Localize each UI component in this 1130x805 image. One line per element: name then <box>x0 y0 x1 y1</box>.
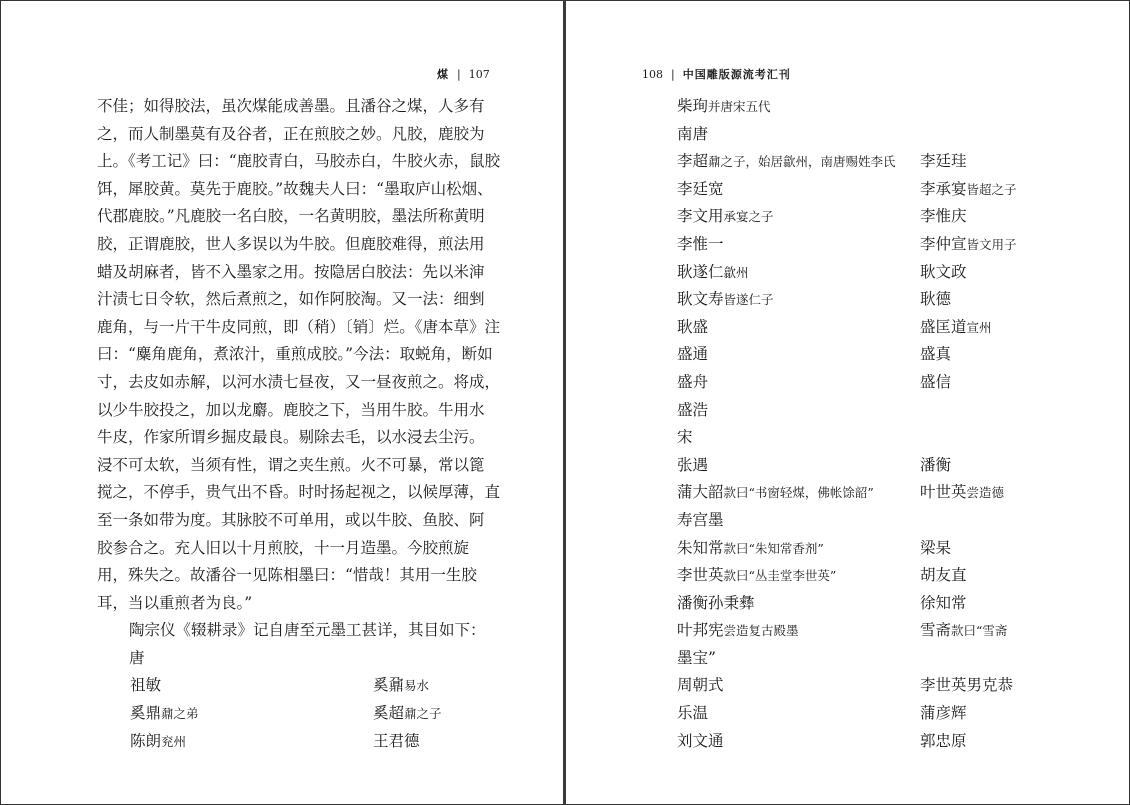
name-row <box>643 314 1103 342</box>
person-name: 祖敏 <box>130 676 162 695</box>
person-name: 盛舟 <box>677 372 709 391</box>
name-row <box>643 121 1103 149</box>
column-b <box>954 507 1103 535</box>
column-b <box>920 424 1103 452</box>
name-row <box>643 700 1103 728</box>
paragraph-line: 胶，正谓鹿胶，世人多误以为牛胶。但鹿胶难得，煎法用 <box>97 234 485 253</box>
column-b <box>920 121 1103 149</box>
left-paragraph <box>97 93 501 617</box>
name-row <box>643 617 1103 645</box>
annotation-note: 宣州 <box>966 319 992 335</box>
column-a <box>643 617 920 645</box>
name-row <box>643 728 1103 756</box>
column-a <box>643 121 920 149</box>
person-name: 李仲宣 <box>920 234 967 253</box>
paragraph-line: 饵，犀胶黄。莫先于鹿胶。”故魏夫人曰：“墨取庐山松烟、 <box>97 179 493 198</box>
column-b <box>920 479 1103 507</box>
left-name-list <box>97 672 489 755</box>
column-a <box>97 728 373 756</box>
person-name: 盛浩 <box>677 400 709 419</box>
column-a <box>643 93 920 121</box>
name-row <box>643 231 1103 259</box>
paragraph-line: 曰：“麋角鹿角，煮浓汁，重煎成胶。”今法：取蜕角，断如 <box>97 345 493 364</box>
dynasty-heading-tang: 唐 <box>129 648 145 667</box>
person-name: 张遇 <box>677 455 709 474</box>
column-a <box>643 286 920 314</box>
paragraph-line: 浸不可太软，当须有性，谓之夹生煎。火不可暴，常以篦 <box>97 455 485 474</box>
paragraph-line: 汁渍七日令软，然后煮煎之，如作阿胶淘。又一法：细剉 <box>97 290 485 309</box>
person-name: 盛信 <box>920 372 952 391</box>
paragraph-line: 鹿角，与一片干牛皮同煎，即（稍）〔销〕烂。《唐本草》注 <box>97 317 501 336</box>
paragraph-line: 搅之，不停手，贵气出不昏。时时扬起视之，以候厚薄，直 <box>97 483 501 502</box>
annotation-note: 歙州 <box>723 264 749 280</box>
name-row <box>643 562 1103 590</box>
left-running-head-title: 煤 <box>437 68 449 81</box>
person-name: 梁杲 <box>920 538 952 557</box>
person-name: 李超 <box>677 152 709 171</box>
person-name: 李惟一 <box>677 234 724 253</box>
annotation-note: 鼐之子，始居歙州，南唐赐姓李氏 <box>708 154 896 170</box>
column-a <box>643 700 920 728</box>
column-b <box>920 286 1103 314</box>
column-b <box>373 672 489 700</box>
person-name: 盛通 <box>677 345 709 364</box>
person-name: 徐知常 <box>920 593 967 612</box>
paragraph-line: 不佳；如得胶法，虽次煤能成善墨。且潘谷之煤，人多有 <box>97 97 485 115</box>
column-b <box>920 231 1103 259</box>
column-a <box>643 507 954 535</box>
annotation-note: 款曰“丛圭堂李世英” <box>723 568 837 584</box>
column-a <box>97 672 373 700</box>
annotation-note: 兖州 <box>161 733 187 749</box>
paragraph-line: 上。《考工记》曰：“鹿胶青白，马胶赤白，牛胶火赤，鼠胶 <box>97 152 501 171</box>
paragraph-line: 蜡及胡麻者，皆不入墨家之用。按隐居白胶法：先以米渖 <box>97 262 485 281</box>
name-row <box>643 341 1103 369</box>
name-row <box>643 397 1103 425</box>
person-name: 蒲大韶 <box>677 483 724 502</box>
person-name: 李文用 <box>677 207 724 226</box>
column-a <box>643 424 920 452</box>
name-row <box>643 369 1103 397</box>
name-row <box>643 286 1103 314</box>
name-row <box>643 203 1103 231</box>
name-row <box>97 728 489 756</box>
column-a <box>643 672 920 700</box>
left-running-head-separator: | <box>457 68 461 81</box>
column-a <box>97 700 373 728</box>
column-a <box>643 562 920 590</box>
column-a <box>643 452 920 480</box>
name-row <box>643 535 1103 563</box>
annotation-note: 皆超之子 <box>966 181 1017 197</box>
name-row <box>643 672 1103 700</box>
annotation-note: 承宴之子 <box>723 209 774 225</box>
paragraph-line: 寸，去皮如赤解，以河水渍七昼夜，又一昼夜煎之。将成， <box>97 372 501 391</box>
person-name: 墨宝” <box>677 648 716 667</box>
paragraph-line: 用，殊失之。故潘谷一见陈相墨曰：“惜哉！其用一生胶 <box>97 566 477 585</box>
person-name: 耿盛 <box>677 317 709 336</box>
annotation-note: 并唐宋五代 <box>708 99 771 114</box>
column-a <box>643 259 920 287</box>
right-running-head <box>642 66 791 82</box>
paragraph-line: 至一条如带为度。其脉胶不可单用，或以牛胶、鱼胶、阿 <box>97 510 485 529</box>
column-a <box>643 203 920 231</box>
annotation-note: 鼐之弟 <box>161 706 199 722</box>
person-name: 耿遂仁 <box>677 262 724 281</box>
column-b <box>373 700 489 728</box>
column-b <box>920 397 1103 425</box>
person-name: 李廷珪 <box>920 152 967 171</box>
column-b <box>920 590 1103 618</box>
column-b <box>920 728 1103 756</box>
person-name: 盛匡道 <box>920 317 967 336</box>
person-name: 蒲彦辉 <box>920 704 967 723</box>
column-b <box>920 203 1103 231</box>
person-name: 奚鼐 <box>373 676 405 695</box>
person-name: 王君德 <box>373 731 420 750</box>
column-a <box>643 148 920 176</box>
left-page <box>0 0 563 805</box>
person-name: 陈朗 <box>130 731 162 750</box>
person-name: 朱知常 <box>677 538 724 557</box>
left-running-head <box>437 66 490 82</box>
column-a <box>643 231 920 259</box>
column-b <box>920 314 1103 342</box>
annotation-note: 鼐之子 <box>404 706 442 722</box>
name-row <box>643 176 1103 204</box>
paragraph-line: 以少牛胶投之，加以龙麝。鹿胶之下，当用牛胶。牛用水 <box>97 400 485 419</box>
person-name: 胡友直 <box>920 566 967 585</box>
annotation-note: 尝造德 <box>966 485 1005 501</box>
column-a <box>643 728 920 756</box>
column-a <box>643 397 920 425</box>
name-row <box>643 479 1103 507</box>
paragraph-line: 胶参合之。充人旧以十月煎胶，十一月造墨。今胶煎旋 <box>97 538 470 557</box>
paragraph-line: 代郡鹿胶。”凡鹿胶一名白胶，一名黄明胶，墨法所称黄明 <box>97 207 485 226</box>
person-name: 盛真 <box>920 345 952 364</box>
name-row <box>643 590 1103 618</box>
person-name: 李廷宽 <box>677 179 724 198</box>
person-name: 郭忠原 <box>920 731 967 750</box>
column-b <box>954 645 1103 673</box>
left-body-text <box>97 93 501 755</box>
column-b <box>920 341 1103 369</box>
column-b <box>920 562 1103 590</box>
paragraph-line: 耳，当以重煎者为良。” <box>97 593 253 612</box>
right-running-head-separator: | <box>671 68 675 81</box>
name-row <box>643 259 1103 287</box>
person-name: 宋 <box>677 428 693 447</box>
column-b <box>920 259 1103 287</box>
person-name: 李惟庆 <box>920 207 967 226</box>
person-name: 耿文寿 <box>677 290 724 309</box>
column-b <box>920 93 1103 121</box>
name-row <box>643 507 1103 535</box>
annotation-note: 款曰“朱知常香剂” <box>723 540 824 556</box>
column-b <box>920 148 1103 176</box>
person-name: 柴珣 <box>677 97 709 115</box>
column-a <box>643 369 920 397</box>
person-name: 耿德 <box>920 290 952 309</box>
person-name: 刘文通 <box>677 731 724 750</box>
paragraph-line: 之，而人制墨莫有及谷者，正在煎胶之妙。凡胶，鹿胶为 <box>97 124 485 143</box>
column-a <box>643 590 920 618</box>
person-name: 潘衡孙秉彝 <box>677 593 755 612</box>
column-b <box>920 672 1103 700</box>
column-a <box>643 341 920 369</box>
name-row <box>643 148 1103 176</box>
person-name: 叶世英 <box>920 483 967 502</box>
right-running-head-title: 中国雕版源流考汇刊 <box>682 68 791 81</box>
name-row <box>643 645 1103 673</box>
column-b <box>920 176 1103 204</box>
paragraph-line: 牛皮，作家所谓乡掘皮最良。剔除去毛，以水浸去尘污。 <box>97 428 485 447</box>
column-a <box>643 479 920 507</box>
column-b <box>920 452 1103 480</box>
column-a <box>643 176 920 204</box>
annotation-note: 易水 <box>404 678 430 694</box>
column-a <box>643 314 920 342</box>
column-a <box>643 645 954 673</box>
person-name: 寿宫墨 <box>677 510 724 529</box>
person-name: 奚超 <box>373 704 405 723</box>
person-name: 潘衡 <box>920 455 952 474</box>
person-name: 李世英男克恭 <box>920 676 1014 695</box>
person-name: 雪斋 <box>920 621 952 640</box>
column-b <box>920 617 1103 645</box>
name-row <box>97 672 489 700</box>
right-name-list <box>643 93 1103 755</box>
column-b <box>920 369 1103 397</box>
annotation-note: 皆遂仁子 <box>723 292 774 308</box>
person-name: 奚鼎 <box>130 704 162 723</box>
column-b <box>920 700 1103 728</box>
column-a <box>643 535 920 563</box>
right-page-number: 108 <box>642 68 663 81</box>
right-page <box>566 0 1130 805</box>
name-row <box>643 452 1103 480</box>
person-name: 李世英 <box>677 566 724 585</box>
annotation-note: 尝造复古殿墨 <box>723 623 799 639</box>
name-row <box>643 93 1103 121</box>
person-name: 周朝式 <box>677 676 724 695</box>
person-name: 叶邦宪 <box>677 621 724 640</box>
name-row <box>97 700 489 728</box>
left-page-number: 107 <box>468 68 490 81</box>
person-name: 南唐 <box>677 124 709 143</box>
person-name: 李承宴 <box>920 179 967 198</box>
person-name: 乐温 <box>677 704 709 723</box>
column-b <box>373 728 489 756</box>
annotation-note: 皆文用子 <box>966 236 1017 252</box>
name-row <box>643 424 1103 452</box>
column-b <box>920 535 1103 563</box>
annotation-note: 款曰“书窗轻煤，佛帐馀韶” <box>723 485 874 501</box>
intro-line: 陶宗仪《辍耕录》记自唐至元墨工甚详，其目如下： <box>129 621 486 640</box>
person-name: 耿文政 <box>920 262 967 281</box>
annotation-note: 款曰“雪斋 <box>951 623 1008 639</box>
